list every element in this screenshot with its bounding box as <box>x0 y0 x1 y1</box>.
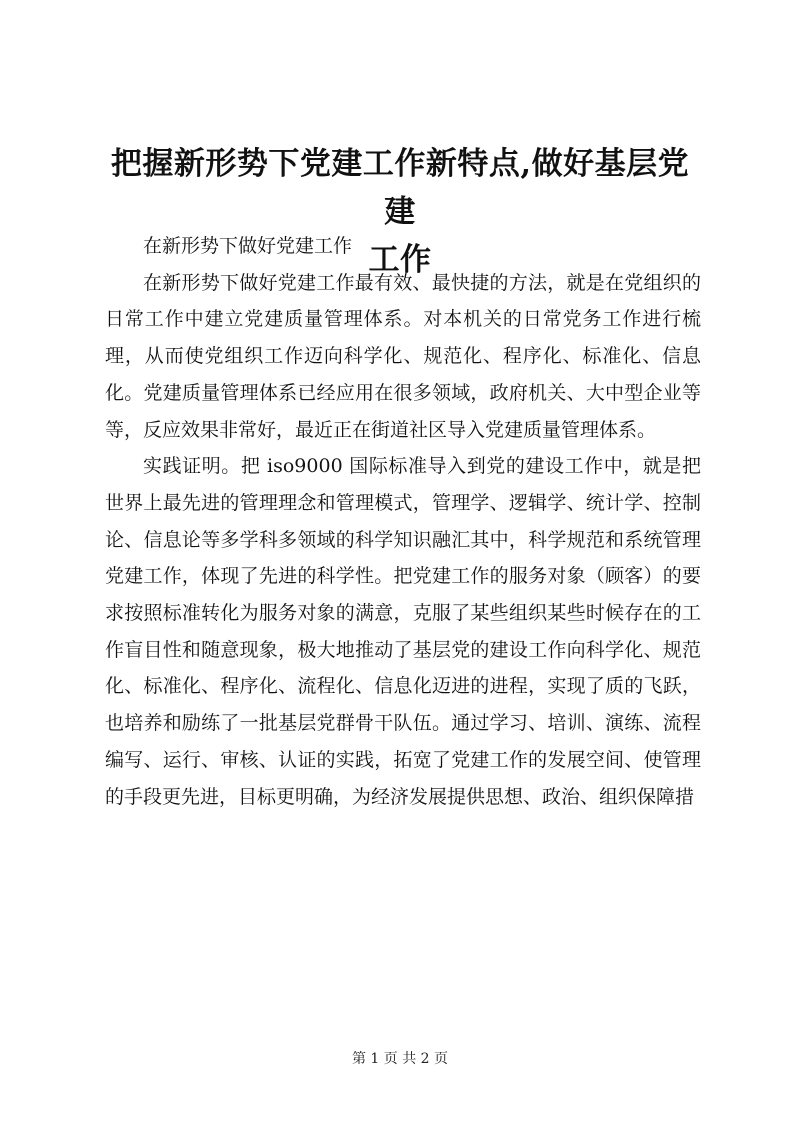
paragraph-subheading: 在新形势下做好党建工作 <box>143 235 353 257</box>
document-body <box>105 228 701 815</box>
title-line-1: 把握新形势下党建工作新特点,做好基层党建 <box>110 146 690 230</box>
paragraph: 在新形势下做好党建工作最有效、最快捷的方法，就是在党组织的日常工作中建立党建质量管理体系。对本机关的日常党务工作进行梳理，从而使党组织工作迈向科学化、规范化、程序化、标准化、信息化。党建质量管理体系已经应用在很多领域，政府机关、大中型企业等等，反应效果非常好，最近正在街道社区导入党建质量管理体系。 <box>105 271 701 441</box>
page-footer: 第 1 页 共 2 页 <box>351 1051 449 1067</box>
paragraph: 实践证明。把 iso9000 国际标准导入到党的建设工作中，就是把世界上最先进的管理理念和管理模式，管理学、逻辑学、统计学、控制论、信息论等多学科多领域的科学知识融汇其中，科学规范和系统管理党建工作，体现了先进的科学性。把党建工作的服务对象（顾客）的要求按照标准转化为服务对象的满意，克服了某些组织某些时候存在的工作盲目性和随意现象，极大地推动了基层党的建设工作向科学化、规范化、标准化、程序化、流程化、信息化迈进的进程，实现了质的飞跃，也培养和励练了一批基层党群骨干队伍。通过学习、培训、演练、流程编写、运行、审核、认证的实践，拓宽了党建工作的发展空间、使管理的手段更先进，目标更明确，为经济发展提供思想、政治、组织保障措 <box>105 455 701 808</box>
title-line-2: 工作 <box>368 242 432 278</box>
